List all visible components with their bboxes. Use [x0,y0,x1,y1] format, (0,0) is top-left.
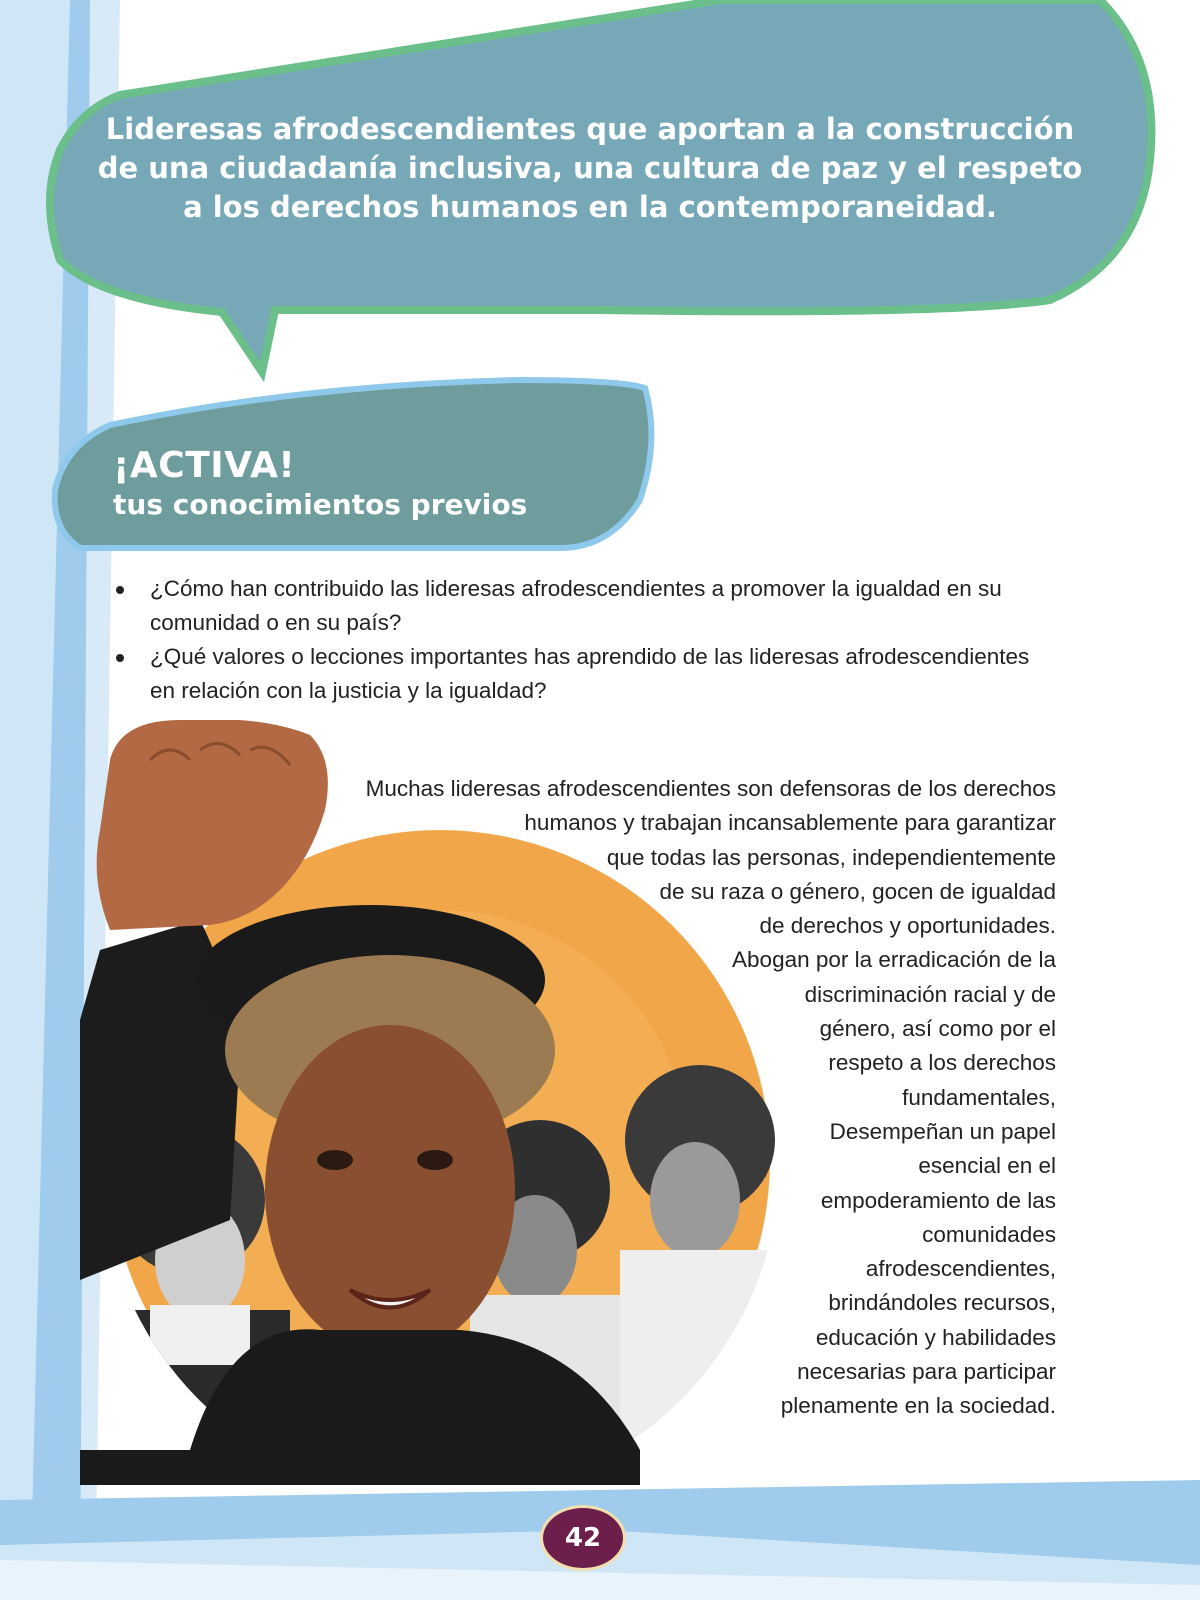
questions-list [110,572,1055,708]
page-number-badge: 42 [540,1505,626,1571]
activa-title: ¡ACTIVA! [113,445,296,486]
activa-subtitle: tus conocimientos previos [113,488,528,521]
activa-heading [113,445,527,523]
body-paragraph: Muchas lideresas afrodescendientes son defensoras de los derechos humanos y trabajan incansablemente para garantizar que todas las personas, independientemente de su raza o género, gocen de igualdad de derechos y oportunidades. Abogan por la erradicación de la discriminación racial y de género, así como por el respeto a los derechos fundamentales, Desempeñan un papel esencial en el empoderamiento de las comunidades afrodescendientes, brindándoles recursos, educación y habilidades necesarias para participar plenamente en la sociedad. [365,776,1056,1419]
body-paragraph-container [0,772,1056,1492]
list-item: ¿Qué valores o lecciones importantes has aprendido de las lideresas afrodescendientes en relación con la justicia y la igualdad? [110,640,1055,708]
list-item: ¿Cómo han contribuido las lideresas afrodescendientes a promover la igualdad en su comunidad o en su país? [110,572,1055,640]
page-title: Lideresas afrodescendientes que aportan a la construcción de una ciudadanía inclusiva, una cultura de paz y el respeto a los derechos humanos en la contemporaneidad. [97,112,1083,224]
